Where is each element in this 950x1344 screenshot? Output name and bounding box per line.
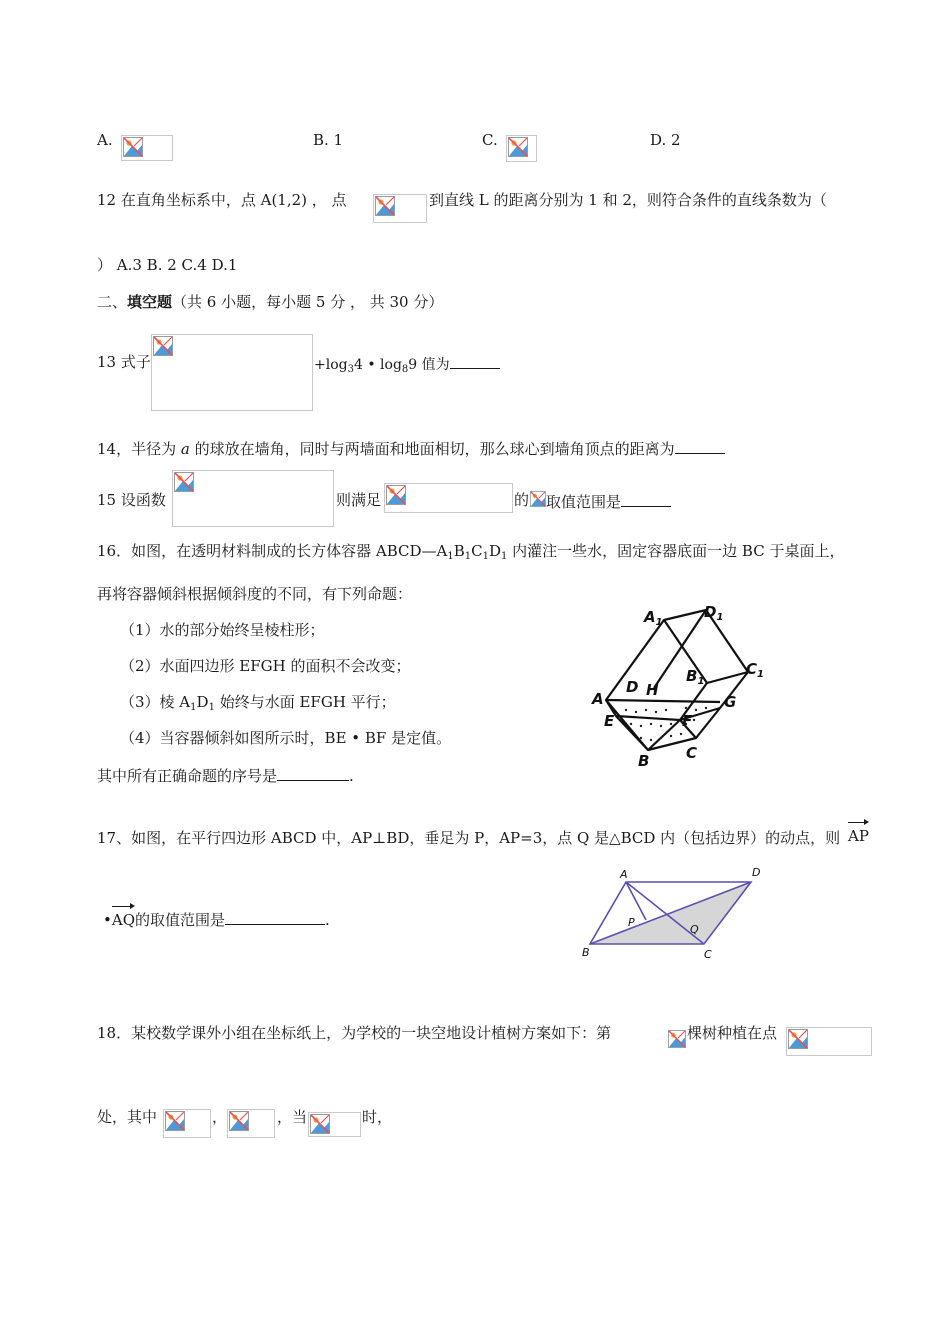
q18-line1-a: 18．某校数学课外小组在坐标纸上，为学校的一块空地设计植树方案如下：第 — [97, 1024, 612, 1042]
dot-product: • — [103, 911, 112, 929]
section-note: （共 6 小题，每小题 5 分 ， 共 30 分） — [172, 293, 444, 311]
label-c: C — [686, 744, 698, 762]
formula-image-x1 — [163, 1109, 211, 1138]
prism-figure — [586, 600, 776, 770]
q14-part1: 14，半径为 — [97, 440, 181, 458]
broken-image-icon — [153, 336, 173, 356]
q15-prefix: 15 设函数 — [97, 491, 166, 509]
q16-text-c: C — [471, 542, 483, 560]
subscript: 1 — [464, 551, 472, 562]
label-p: P — [628, 916, 635, 929]
q16-item3-c: 始终与水面 EFGH 平行； — [214, 693, 396, 711]
label-b: B — [638, 752, 650, 770]
q16-item4: （4）当容器倾斜如图所示时，BE • BF 是定值。 — [120, 729, 452, 747]
broken-image-icon — [174, 472, 194, 492]
q16-item3-b: D — [196, 693, 209, 711]
broken-image-icon — [530, 491, 546, 507]
q14-text — [97, 437, 725, 459]
q16-line2: 再将容器倾斜根据倾斜度的不同，有下列命题： — [97, 585, 413, 603]
broken-image-icon — [310, 1114, 330, 1134]
formula-image-point-pk — [786, 1027, 872, 1056]
q13-suffix — [314, 352, 500, 380]
broken-image-icon — [375, 196, 395, 216]
q16-text-a: 16．如图，在透明材料制成的长方体容器 ABCD—A — [97, 542, 448, 560]
q15-suffix — [546, 490, 671, 512]
q13-prefix: 13 式子 — [97, 353, 151, 371]
broken-image-icon — [123, 137, 143, 157]
edge-ef — [616, 716, 680, 720]
q15-mid2: 的 — [514, 491, 530, 509]
q17-line1: 17、如图，在平行四边形 ABCD 中，AP⊥BD，垂足为 P，AP=3，点 Q 是△BCD 内（包括边界）的动点，则 — [97, 829, 841, 847]
label-a: A — [592, 690, 604, 708]
answer-blank — [621, 490, 671, 507]
broken-image-icon — [788, 1029, 808, 1049]
q16-line1 — [97, 541, 844, 567]
q15-mid1: 则满足 — [336, 491, 382, 509]
answer-blank — [277, 764, 349, 781]
period: . — [349, 767, 354, 785]
q16-item3 — [120, 692, 396, 718]
label-d: D — [626, 678, 639, 696]
q16-item1: （1）水的部分始终呈棱柱形； — [120, 621, 325, 639]
section-heading — [97, 292, 443, 312]
formula-image-c — [506, 135, 537, 162]
label-b1: $B_1$ — [686, 667, 705, 687]
formula-image-q13 — [151, 334, 313, 411]
q17-line2 — [103, 908, 330, 930]
label-f: F — [682, 712, 693, 730]
formula-image-k — [668, 1030, 686, 1050]
q16-item2: （2）水面四边形 EFGH 的面积不会改变； — [120, 657, 411, 675]
q18-line2-a: 处，其中 — [97, 1108, 158, 1126]
formula-image-a — [121, 135, 173, 161]
formula-image-point-b — [373, 194, 427, 223]
label-c: C — [704, 948, 712, 961]
q15-suffix-text: 取值范围是 — [546, 493, 622, 511]
q12-text-part1: 12 在直角坐标系中，点 A(1,2) ， 点 — [97, 191, 347, 209]
label-h: H — [646, 681, 659, 699]
q16-text-b: B — [453, 542, 465, 560]
formula-image-k-range — [308, 1112, 361, 1137]
period: . — [325, 911, 330, 929]
q18-comma1: ， — [212, 1108, 228, 1126]
broken-image-icon — [508, 137, 528, 157]
q12-text-part2: 到直线 L 的距离分别为 1 和 2，则符合条件的直线条数为（ — [429, 191, 827, 209]
q16-text-d: D — [488, 542, 501, 560]
option-b: B. 1 — [313, 131, 344, 149]
answer-blank — [225, 908, 325, 925]
option-d: D. 2 — [650, 131, 681, 149]
q16-text-e: 内灌注一些水，固定容器底面一边 BC 于桌面上， — [507, 542, 845, 560]
q13-log-base2: 8 — [401, 364, 409, 375]
subscript: 1 — [208, 702, 215, 713]
q18-line2-end: 时， — [362, 1108, 393, 1126]
label-e: E — [604, 712, 615, 730]
vector-aq-text: AQ — [111, 911, 135, 929]
answer-blank — [450, 352, 500, 369]
formula-image-condition — [384, 483, 513, 513]
label-g: G — [724, 693, 737, 711]
q13-value-text: 9 值为 — [408, 357, 450, 373]
vector-ap-text: AP — [848, 827, 869, 845]
water-outline — [606, 700, 720, 750]
label-a: A — [620, 868, 628, 881]
broken-image-icon — [165, 1111, 185, 1131]
subscript: 1 — [501, 551, 508, 562]
label-a1: $A_1$ — [644, 608, 663, 628]
q13-log-text2: 4 • log — [353, 357, 402, 373]
subscript: 1 — [447, 551, 454, 562]
label-c1: $C_1$ — [746, 660, 764, 680]
subscript: 1 — [190, 702, 197, 713]
section-title: 填空题 — [127, 293, 173, 311]
q16-conclusion — [97, 764, 354, 786]
section-number: 二、 — [97, 293, 128, 311]
label-b: B — [582, 946, 590, 959]
answer-blank — [675, 437, 725, 454]
q13-log-base1: 3 — [347, 364, 354, 375]
q16-conclusion-text: 其中所有正确命题的序号是 — [97, 767, 278, 785]
q18-comma2: ，当 — [277, 1108, 308, 1126]
broken-image-icon — [229, 1111, 249, 1131]
edge-ag — [606, 700, 720, 702]
parallelogram-figure — [576, 862, 766, 962]
q18-line1-b: 棵树种植在点 — [687, 1024, 778, 1042]
formula-image-function — [172, 470, 334, 527]
q17-range-text: 的取值范围是 — [135, 911, 226, 929]
formula-image-y1 — [227, 1109, 275, 1138]
label-d1: $D_1$ — [704, 603, 724, 623]
subscript: 1 — [482, 551, 489, 562]
q12-options: ） A.3 B. 2 C.4 D.1 — [97, 256, 238, 274]
q16-item3-a: （3）棱 A — [120, 693, 191, 711]
vector-ap — [848, 826, 869, 846]
q14-variable: a — [180, 440, 190, 458]
segment-ap — [626, 882, 646, 920]
q14-part2: 的球放在墙角，同时与两墙面和地面相切，那么球心到墙角顶点的距离为 — [189, 440, 675, 458]
broken-image-icon — [668, 1030, 686, 1048]
formula-image-x — [530, 491, 546, 508]
option-a-label: A. — [97, 131, 113, 149]
label-d: D — [752, 866, 761, 879]
label-q: Q — [690, 923, 699, 936]
option-c-label: C. — [482, 131, 498, 149]
q13-log-text: +log — [314, 357, 348, 373]
broken-image-icon — [386, 485, 406, 505]
